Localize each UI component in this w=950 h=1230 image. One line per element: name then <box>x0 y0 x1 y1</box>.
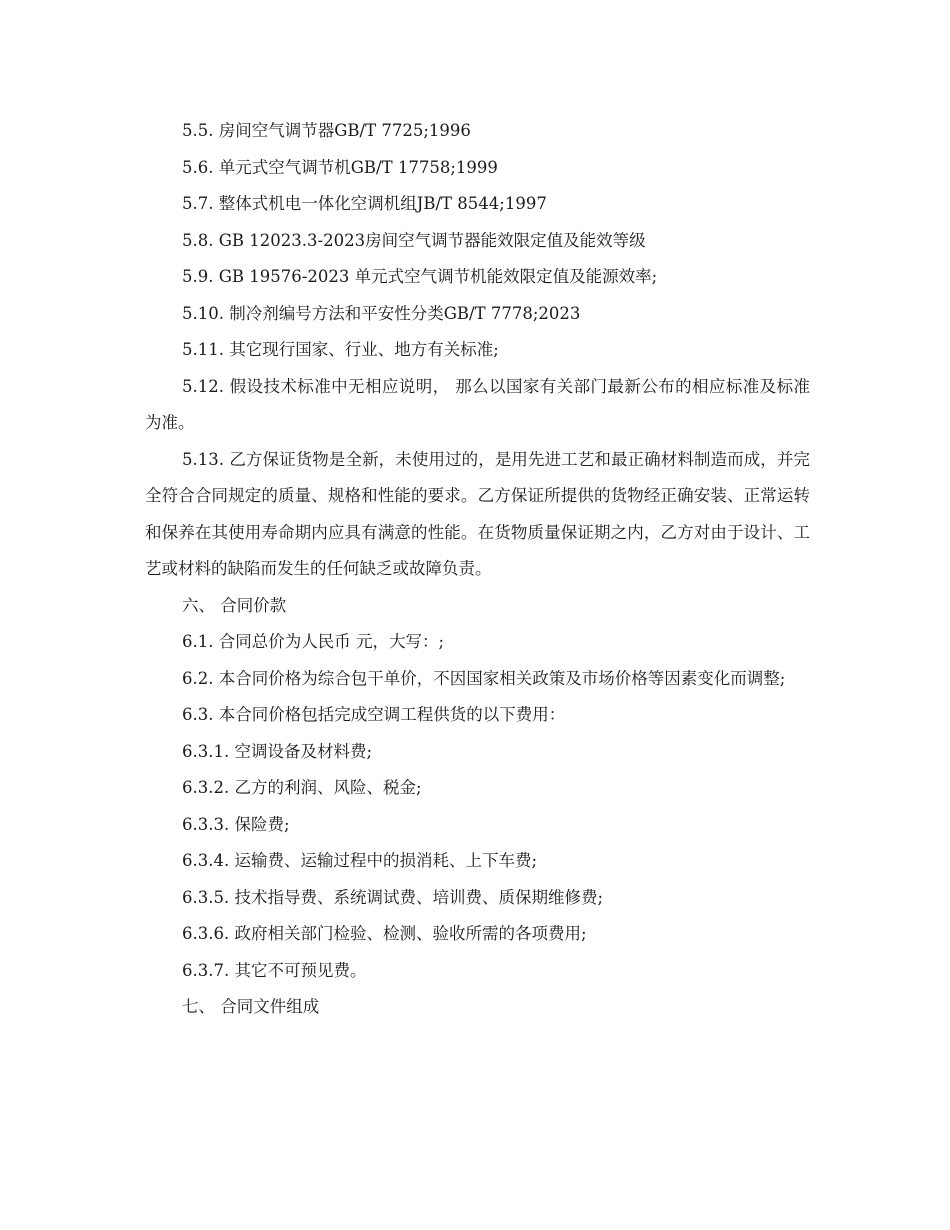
clause-5-8: 5.8. GB 12023.3-2023房间空气调节器能效限定值及能效等级 <box>182 230 646 250</box>
clause-6-3: 6.3. 本合同价格包括完成空调工程供货的以下费用： <box>182 705 566 724</box>
clause-6-3-2: 6.3.2. 乙方的利润、风险、税金; <box>182 778 422 797</box>
clause-6-3-5: 6.3.5. 技术指导费、系统调试费、培训费、质保期维修费; <box>182 887 604 907</box>
section-heading-6: 六、 合同价款 <box>182 595 287 615</box>
clause-6-3-4: 6.3.4. 运输费、运输过程中的损消耗、上下车费; <box>182 851 538 870</box>
clause-6-2: 6.2. 本合同价格为综合包干单价，不因国家相关政策及市场价格等因素变化而调整; <box>182 668 786 688</box>
clause-5-5: 5.5. 房间空气调节器GB/T 7725;1996 <box>182 121 471 140</box>
clause-6-1: 6.1. 合同总价为人民币 元，大写：; <box>182 632 445 651</box>
section-heading-7: 七、 合同文件组成 <box>182 997 320 1016</box>
document-body <box>145 113 810 1026</box>
clause-6-3-3: 6.3.3. 保险费; <box>182 814 290 834</box>
clause-6-3-6: 6.3.6. 政府相关部门检验、检测、验收所需的各项费用; <box>182 924 587 943</box>
clause-5-6: 5.6. 单元式空气调节机GB/T 17758;1999 <box>182 157 498 177</box>
clause-5-12: 5.12. 假设技术标准中无相应说明， 那么以国家有关部门最新公布的相应标准及标准为准。 <box>145 376 810 432</box>
clause-5-7: 5.7. 整体式机电一体化空调机组JB/T 8544;1997 <box>182 194 547 213</box>
clause-5-10: 5.10. 制冷剂编号方法和平安性分类GB/T 7778;2023 <box>182 303 581 323</box>
clause-6-3-1: 6.3.1. 空调设备及材料费; <box>182 741 373 761</box>
clause-5-13: 5.13. 乙方保证货物是全新，未使用过的，是用先进工艺和最正确材料制造而成，并完全符合合同规定的质量、规格和性能的要求。乙方保证所提供的货物经正确安装、正常运转和保养在其使用寿命期内应具有满意的性能。在货物质量保证期之内，乙方对由于设计、工艺或材料的缺陷而发生的任何缺乏或故障负责。 <box>145 449 810 578</box>
clause-6-3-7: 6.3.7. 其它不可预见费。 <box>182 960 367 980</box>
clause-5-11: 5.11. 其它现行国家、行业、地方有关标准; <box>182 340 499 359</box>
clause-5-9: 5.9. GB 19576-2023 单元式空气调节机能效限定值及能源效率; <box>182 267 658 286</box>
